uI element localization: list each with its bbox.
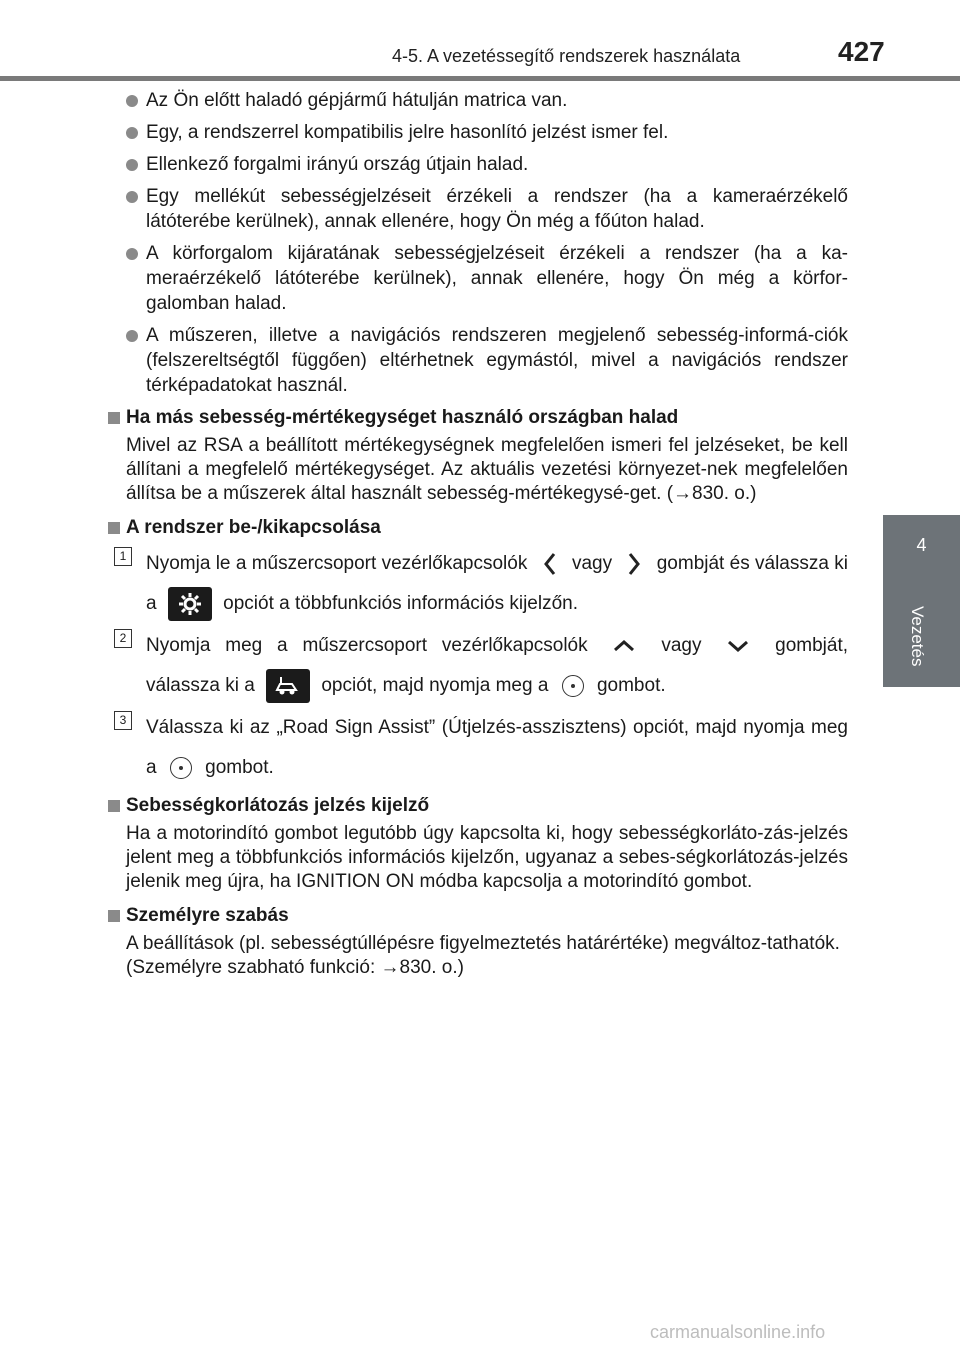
step-2 [106, 626, 848, 706]
ok-button-icon [562, 675, 584, 697]
bullet-icon [126, 159, 138, 171]
bullet-icon [126, 330, 138, 342]
section-text: Ha a motorindító gombot legutóbb úgy kapcsolta ki, hogy sebességkorláto-zás-jelzés jelent meg a többfunkciós információs kijelzőn, ugyanaz a sebes-ségkorlátozás-jelzés jelenik meg újra, ha IGNITION ON módba kapcsolja a motorindító gombot. [126, 823, 848, 892]
list-item-text: A körforgalom kijáratának sebességjelzéseit érzékeli a rendszer (ha a ka-meraérzékelő látóterébe kerülnek), annak ellenére, hogy Ön még a körfor-galomban halad. [146, 243, 848, 314]
step-text: opciót, majd nyomja meg a [321, 675, 549, 696]
section-heading [106, 903, 848, 929]
section-units [106, 405, 848, 506]
list-item [106, 120, 848, 145]
car-settings-icon [266, 669, 310, 703]
list-item-text: Ellenkező forgalmi irányú ország útjain halad. [146, 154, 529, 175]
chevron-down-icon [726, 639, 750, 653]
step-text: gombját, válassza ki a [146, 635, 849, 696]
list-item [106, 184, 848, 234]
step-text: gombját és válassza ki a [146, 553, 848, 614]
step-text: vagy [571, 553, 613, 574]
section-display [106, 793, 848, 894]
chevron-up-icon [612, 639, 636, 653]
step-text: opciót a többfunkciós információs kijelzőn. [223, 593, 578, 614]
section-heading [106, 405, 848, 431]
section-heading-text: Ha más sebesség-mértékegységet használó országban halad [126, 407, 679, 428]
bullet-icon [126, 248, 138, 260]
step-number: 3 [114, 711, 132, 730]
step-number: 1 [114, 547, 132, 566]
list-item-text: A műszeren, illetve a navigációs rendszeren megjelenő sebesség-informá-ciók (felszereltségtől függően) eltérhetnek egymástól, mivel a navigációs rendszer térképadatokat használ. [146, 325, 848, 396]
section-heading [106, 793, 848, 819]
section-text: A beállítások (pl. sebességtúllépésre figyelmeztetés határértéke) megváltoz-tathatók. [126, 933, 840, 954]
page-content [106, 88, 848, 989]
step-text: vagy [661, 635, 702, 656]
list-item-text: Egy, a rendszerrel kompatibilis jelre hasonlító jelzést ismer fel. [146, 122, 669, 143]
chevron-right-icon [627, 551, 641, 577]
page-number: 427 [838, 36, 885, 67]
square-bullet-icon [108, 522, 120, 534]
step-number: 2 [114, 629, 132, 648]
list-item-text: Az Ön előtt haladó gépjármű hátulján matrica van. [146, 90, 568, 111]
list-item-text: Egy mellékút sebességjelzéseit érzékeli a rendszer (ha a kameraérzékelő látóterébe kerülnek), annak ellenére, hogy Ön még a főúton halad. [146, 186, 848, 232]
chapter-tab-number: 4 [916, 535, 927, 555]
section-heading-text: Személyre szabás [126, 905, 289, 926]
square-bullet-icon [108, 910, 120, 922]
footer-watermark: carmanualsonline.info [650, 1322, 826, 1342]
step-text: Válassza ki az „Road Sign Assist” (Útjelzés-asszisztens) opciót, majd nyomja meg a [146, 717, 848, 778]
section-text: Mivel az RSA a beállított mértékegységnek megfelelően ismeri fel jelzéseket, be kell állítani a megfelelő mértékegységet. Az aktuális vezetési környezet-nek megfelelően állítsa be a műszerek által használt sebesség-mértékegysé-get. (→830. o.) [126, 435, 848, 504]
step-text: gombot. [205, 757, 274, 778]
section-heading-text: A rendszer be-/kikapcsolása [126, 517, 381, 538]
header-rule [0, 76, 960, 81]
section-text: (Személyre szabható funkció: →830. o.) [126, 957, 464, 978]
square-bullet-icon [108, 800, 120, 812]
gear-icon [168, 587, 212, 621]
bullet-icon [126, 95, 138, 107]
list-item [106, 323, 848, 398]
ok-button-icon [170, 757, 192, 779]
header-title: 4-5. A vezetéssegítő rendszerek használata [392, 46, 741, 66]
step-text: gombot. [596, 675, 666, 696]
section-heading [106, 515, 848, 541]
list-item [106, 88, 848, 113]
list-item [106, 241, 848, 316]
step-text: Nyomja meg a műszercsoport vezérlőkapcsolók [146, 635, 588, 656]
chevron-left-icon [543, 551, 557, 577]
bullet-icon [126, 127, 138, 139]
step-3 [106, 708, 848, 788]
list-item [106, 152, 848, 177]
section-custom [106, 903, 848, 980]
bullet-icon [126, 191, 138, 203]
square-bullet-icon [108, 412, 120, 424]
section-heading-text: Sebességkorlátozás jelzés kijelző [126, 795, 430, 816]
step-text: Nyomja le a műszercsoport vezérlőkapcsolók [146, 553, 528, 574]
chapter-tab-label: Vezetés [908, 606, 927, 667]
step-1 [106, 544, 848, 624]
section-toggle [106, 515, 848, 788]
